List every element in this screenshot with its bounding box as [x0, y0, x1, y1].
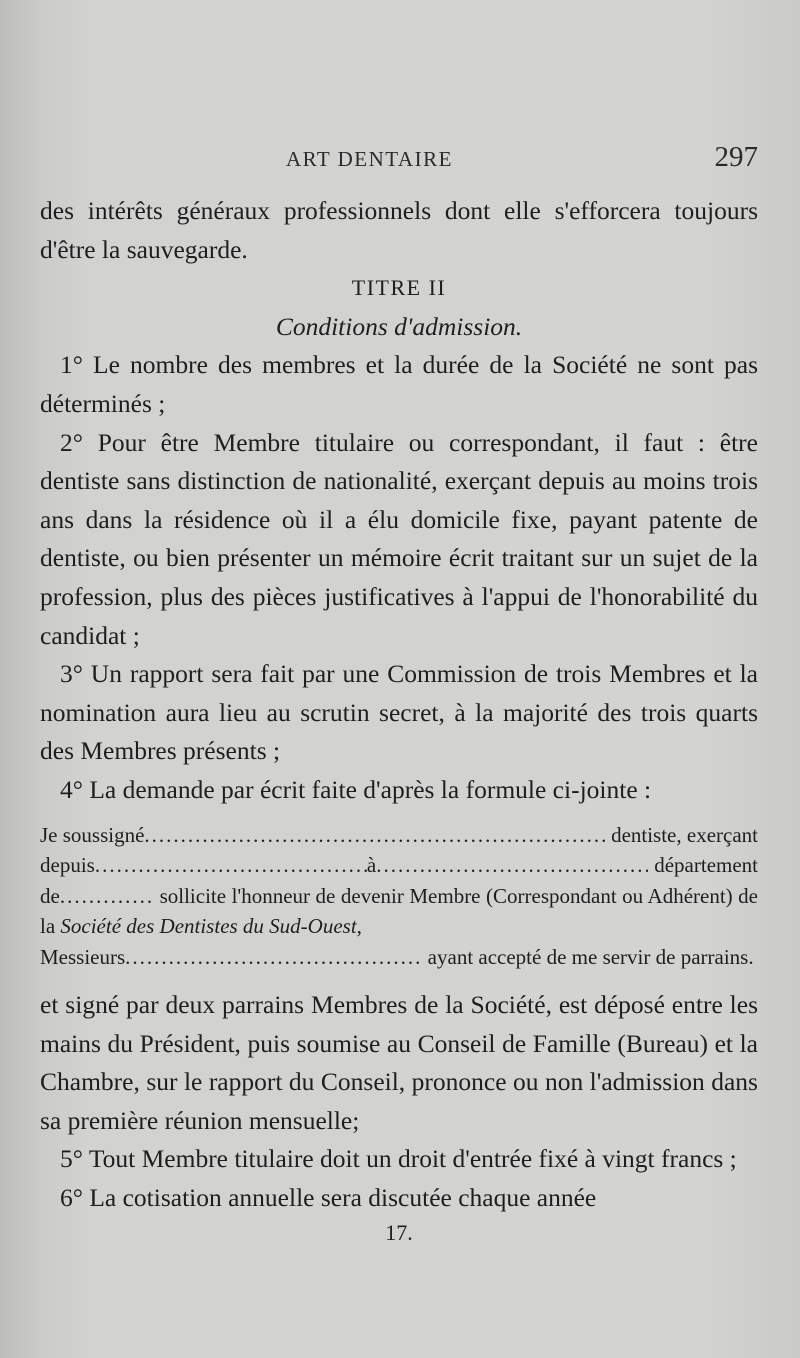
form-line-4: Messieurs......................................... ayant accepté de me servir de parrains. [40, 944, 754, 969]
signature-mark: 17. [385, 1219, 413, 1245]
page-number: 297 [714, 141, 758, 173]
form-blank-since [95, 850, 367, 881]
form-text-sollicite: sollicite l'honneur de devenir Membre (Correspondant ou Adhérent) de la [40, 883, 758, 938]
article-4: 4° La demande par écrit faite d'après la formule ci-jointe : [60, 774, 652, 804]
section-subtitle: Conditions d'admission. [275, 311, 523, 341]
form-label-soussigne: Je soussigné [40, 822, 145, 847]
form-line-3: de............. sollicite l'honneur de devenir Membre (Correspondant ou Adhérent) de la Société des Dentistes du Sud-Ouest, [40, 883, 758, 938]
article-2: 2° Pour être Membre titulaire ou correspondant, il faut : être dentiste sans distinction de nationalité, exerçant depuis au moins trois ans dans la résidence où il a élu domicile fixe, payant patente de dentiste, ou bien présenter un mémoire écrit traitant sur un sujet de la profession, plus des pièces justificatives à l'appui de l'honorabilité du candidat ; [40, 427, 758, 650]
page-header [40, 141, 758, 177]
body-text [40, 192, 758, 1248]
admission-form-template [40, 820, 758, 973]
article-6: 6° La cotisation annuelle sera discutée chaque année [60, 1182, 597, 1212]
form-label-dentiste: dentiste, exerçant [611, 822, 758, 847]
article-1: 1° Le nombre des membres et la durée de la Société ne sont pas déterminés ; [40, 350, 758, 418]
form-label-depuis: depuis [40, 853, 95, 877]
form-text-parrains: ayant accepté de me servir de parrains. [427, 944, 754, 969]
form-label-departement: département [654, 853, 758, 877]
form-label-messieurs: Messieurs [40, 944, 126, 969]
paragraph-continuation: des intérêts généraux professionnels dont elle s'efforcera toujours d'être la sauvegarde. [40, 196, 758, 264]
form-label-de: de [40, 883, 60, 908]
form-line-1 [40, 820, 758, 851]
section-title: TITRE II [351, 275, 447, 301]
paragraph-signature: et signé par deux parrains Membres de la Société, est déposé entre les mains du Président, puis soumise au Conseil de Famille (Bureau) et la Chambre, sur le rapport du Conseil, prononce ou non l'admission dans sa première réunion mensuelle; [40, 990, 758, 1135]
form-line-2 [40, 850, 758, 881]
running-title: ART DENTAIRE [286, 147, 453, 171]
society-name: Société des Dentistes du Sud-Ouest, [60, 914, 362, 938]
article-5: 5° Tout Membre titulaire doit un droit d'entrée fixé à vingt francs ; [60, 1144, 737, 1174]
form-blank-place [376, 850, 648, 881]
form-blank-name [144, 820, 605, 851]
form-label-a: à [366, 853, 377, 877]
article-3: 3° Un rapport sera fait par une Commission de trois Membres et la nomination aura lieu au scrutin secret, à la majorité des trois quarts des Membres présents ; [40, 659, 758, 766]
